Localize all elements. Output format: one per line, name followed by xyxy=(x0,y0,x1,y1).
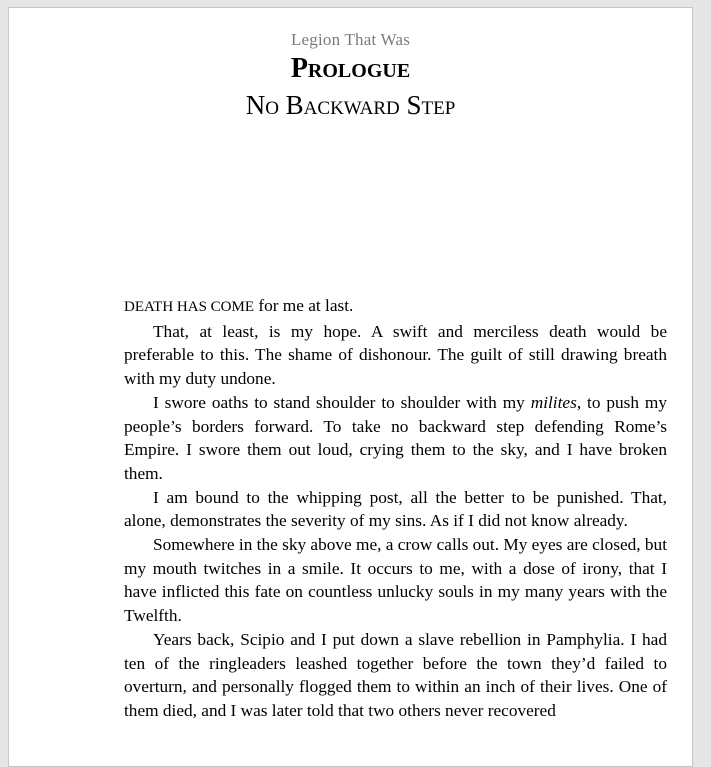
paragraph-text: for me at last. xyxy=(254,296,354,315)
paragraph: That, at least, is my hope. A swift and merciless death would be preferable to this. The shame of dishonour. The guilt of still drawing breath with my duty undone. xyxy=(124,321,667,389)
paragraph: Years back, Scipio and I put down a slave rebellion in Pamphylia. I had ten of the ringleaders leashed together before the town they’d failed to overturn, and personally flogged them to within an inch of their lives. One of them died, and I was later told that two others never recovered xyxy=(124,629,667,720)
chapter-title: No Backward Step xyxy=(245,90,456,120)
paragraph: I am bound to the whipping post, all the better to be punished. That, alone, demonstrates the severity of my sins. As if I did not know already. xyxy=(124,487,667,531)
chapter-label: Prologue xyxy=(290,53,411,84)
italic-term: milites xyxy=(530,392,577,412)
paragraph: Somewhere in the sky above me, a crow calls out. My eyes are closed, but my mouth twitches in a smile. It occurs to me, with a dose of irony, that I have inflicted this fate on countless unlucky souls in my many years with the Twelfth. xyxy=(124,535,667,626)
running-header: Legion That Was xyxy=(290,30,411,49)
small-caps-lead-in: DEATH HAS COME xyxy=(124,299,255,315)
paragraph xyxy=(124,391,667,486)
body-text xyxy=(124,294,667,723)
paragraph xyxy=(124,294,667,320)
paragraph-text: I swore oaths to stand shoulder to shoulder with my xyxy=(153,392,531,412)
paragraph-text: , to push my people’s borders forward. To take no backward step defending Rome’s Empire. I swore them out loud, crying them to the sky, and I have broken them. xyxy=(124,392,668,483)
document-page xyxy=(8,7,693,767)
